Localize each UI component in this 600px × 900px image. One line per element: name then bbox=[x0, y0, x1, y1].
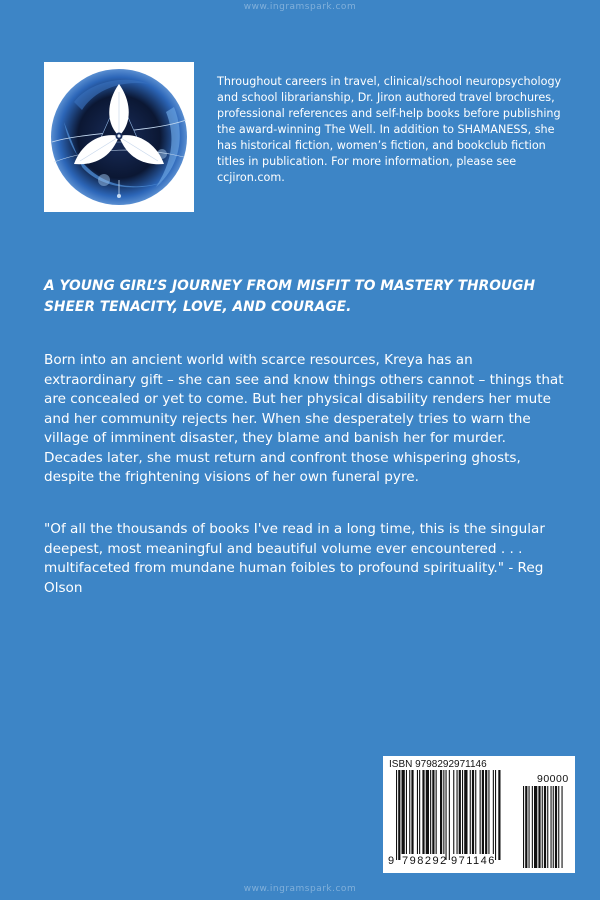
barcode-digits-group-2: 971146 bbox=[451, 855, 496, 867]
barcode-bar bbox=[480, 770, 481, 854]
author-logo bbox=[44, 62, 194, 212]
author-bio: Throughout careers in travel, clinical/school neuropsychology and school librarianship, Dr. Jiron authored travel brochures, professional references and self-help books before publishing the award-winning The Well. In addition to SHAMANESS, she has historical fiction, women’s fiction, and bookclub fiction titles in publication. For more information, please see ccjiron.com. bbox=[217, 75, 562, 184]
watermark-top: www.ingramspark.com bbox=[243, 2, 357, 12]
barcode-bar bbox=[419, 770, 420, 854]
barcode-bar bbox=[440, 770, 442, 854]
barcode-bar bbox=[449, 770, 450, 860]
barcode-bar bbox=[430, 770, 431, 854]
barcode-bar bbox=[436, 770, 437, 854]
barcode-bar bbox=[446, 770, 447, 860]
barcode-bar bbox=[475, 770, 476, 854]
barcode-bar bbox=[472, 770, 474, 854]
price-code: 90000 bbox=[537, 773, 569, 785]
barcode-bar bbox=[409, 770, 410, 854]
book-blurb: Born into an ancient world with scarce resources, Kreya has an extraordinary gift – she can see and know things others cannot – things that are concealed or yet to come. But her physical disability renders her mute and her community rejects her. When she desperately tries to warn the village of imminent disaster, they blame and banish her for murder. Decades later, she must return and confront those whispering ghosts, despite the frightening visions of her own funeral pyre. bbox=[44, 352, 564, 485]
review-quote: "Of all the thousands of books I've read in a long time, this is the singular deepest, most meaningful and beautiful volume ever encountered . . . multifaceted from mundane human foibles to profound spirituality." - Reg Olson bbox=[44, 521, 545, 596]
barcode-bar bbox=[464, 770, 467, 854]
barcode-addon-bar bbox=[529, 786, 530, 868]
barcode-bar bbox=[396, 770, 397, 860]
barcode-bar bbox=[453, 770, 454, 854]
barcode-bar bbox=[485, 770, 487, 854]
barcode-bar bbox=[488, 770, 489, 854]
trillium-flower-emblem-icon bbox=[44, 62, 194, 212]
barcode-bar bbox=[417, 770, 418, 854]
barcode-addon-bar bbox=[551, 786, 552, 868]
barcode-addon-bar bbox=[553, 786, 554, 868]
barcode-addon-bar bbox=[542, 786, 543, 868]
barcode-bar bbox=[443, 770, 444, 854]
barcode-digits-group-1: 798292 bbox=[402, 855, 448, 867]
barcode-bar bbox=[398, 770, 400, 860]
barcode-bar bbox=[432, 770, 434, 854]
barcode-addon-bar bbox=[525, 786, 527, 868]
barcode-addon-bar bbox=[534, 786, 537, 868]
barcode-bar bbox=[493, 770, 494, 854]
barcode-bar bbox=[402, 770, 405, 854]
barcode-addon-bar bbox=[544, 786, 546, 868]
barcode-bar bbox=[426, 770, 429, 854]
barcode-bar bbox=[495, 770, 496, 860]
barcode-addon-bar bbox=[523, 786, 524, 868]
barcode-addon-bar bbox=[555, 786, 557, 868]
barcode-bar bbox=[411, 770, 413, 854]
barcode-digit-lead: 9 bbox=[388, 855, 395, 867]
barcode-addon-bar bbox=[538, 786, 540, 868]
barcode-bar bbox=[459, 770, 461, 854]
tagline: A YOUNG GIRL’S JOURNEY FROM MISFIT TO MASTERY THROUGH SHEER TENACITY, LOVE, AND COURAGE. bbox=[44, 278, 536, 315]
barcode-bar bbox=[457, 770, 458, 854]
barcode-bar bbox=[462, 770, 463, 854]
watermark-bottom: www.ingramspark.com bbox=[243, 884, 357, 894]
barcode-bar bbox=[406, 770, 407, 854]
barcode-bar bbox=[482, 770, 484, 854]
barcode-bar bbox=[470, 770, 471, 854]
isbn-label: ISBN 9798292971146 bbox=[389, 759, 487, 770]
barcode-addon-bar bbox=[558, 786, 559, 868]
barcode-addon-bar bbox=[562, 786, 563, 868]
barcode-addon-bar bbox=[547, 786, 548, 868]
barcode-bar bbox=[498, 770, 500, 860]
barcode-addon-bar bbox=[532, 786, 533, 868]
barcode-bar bbox=[422, 770, 424, 854]
isbn-barcode bbox=[383, 756, 575, 873]
